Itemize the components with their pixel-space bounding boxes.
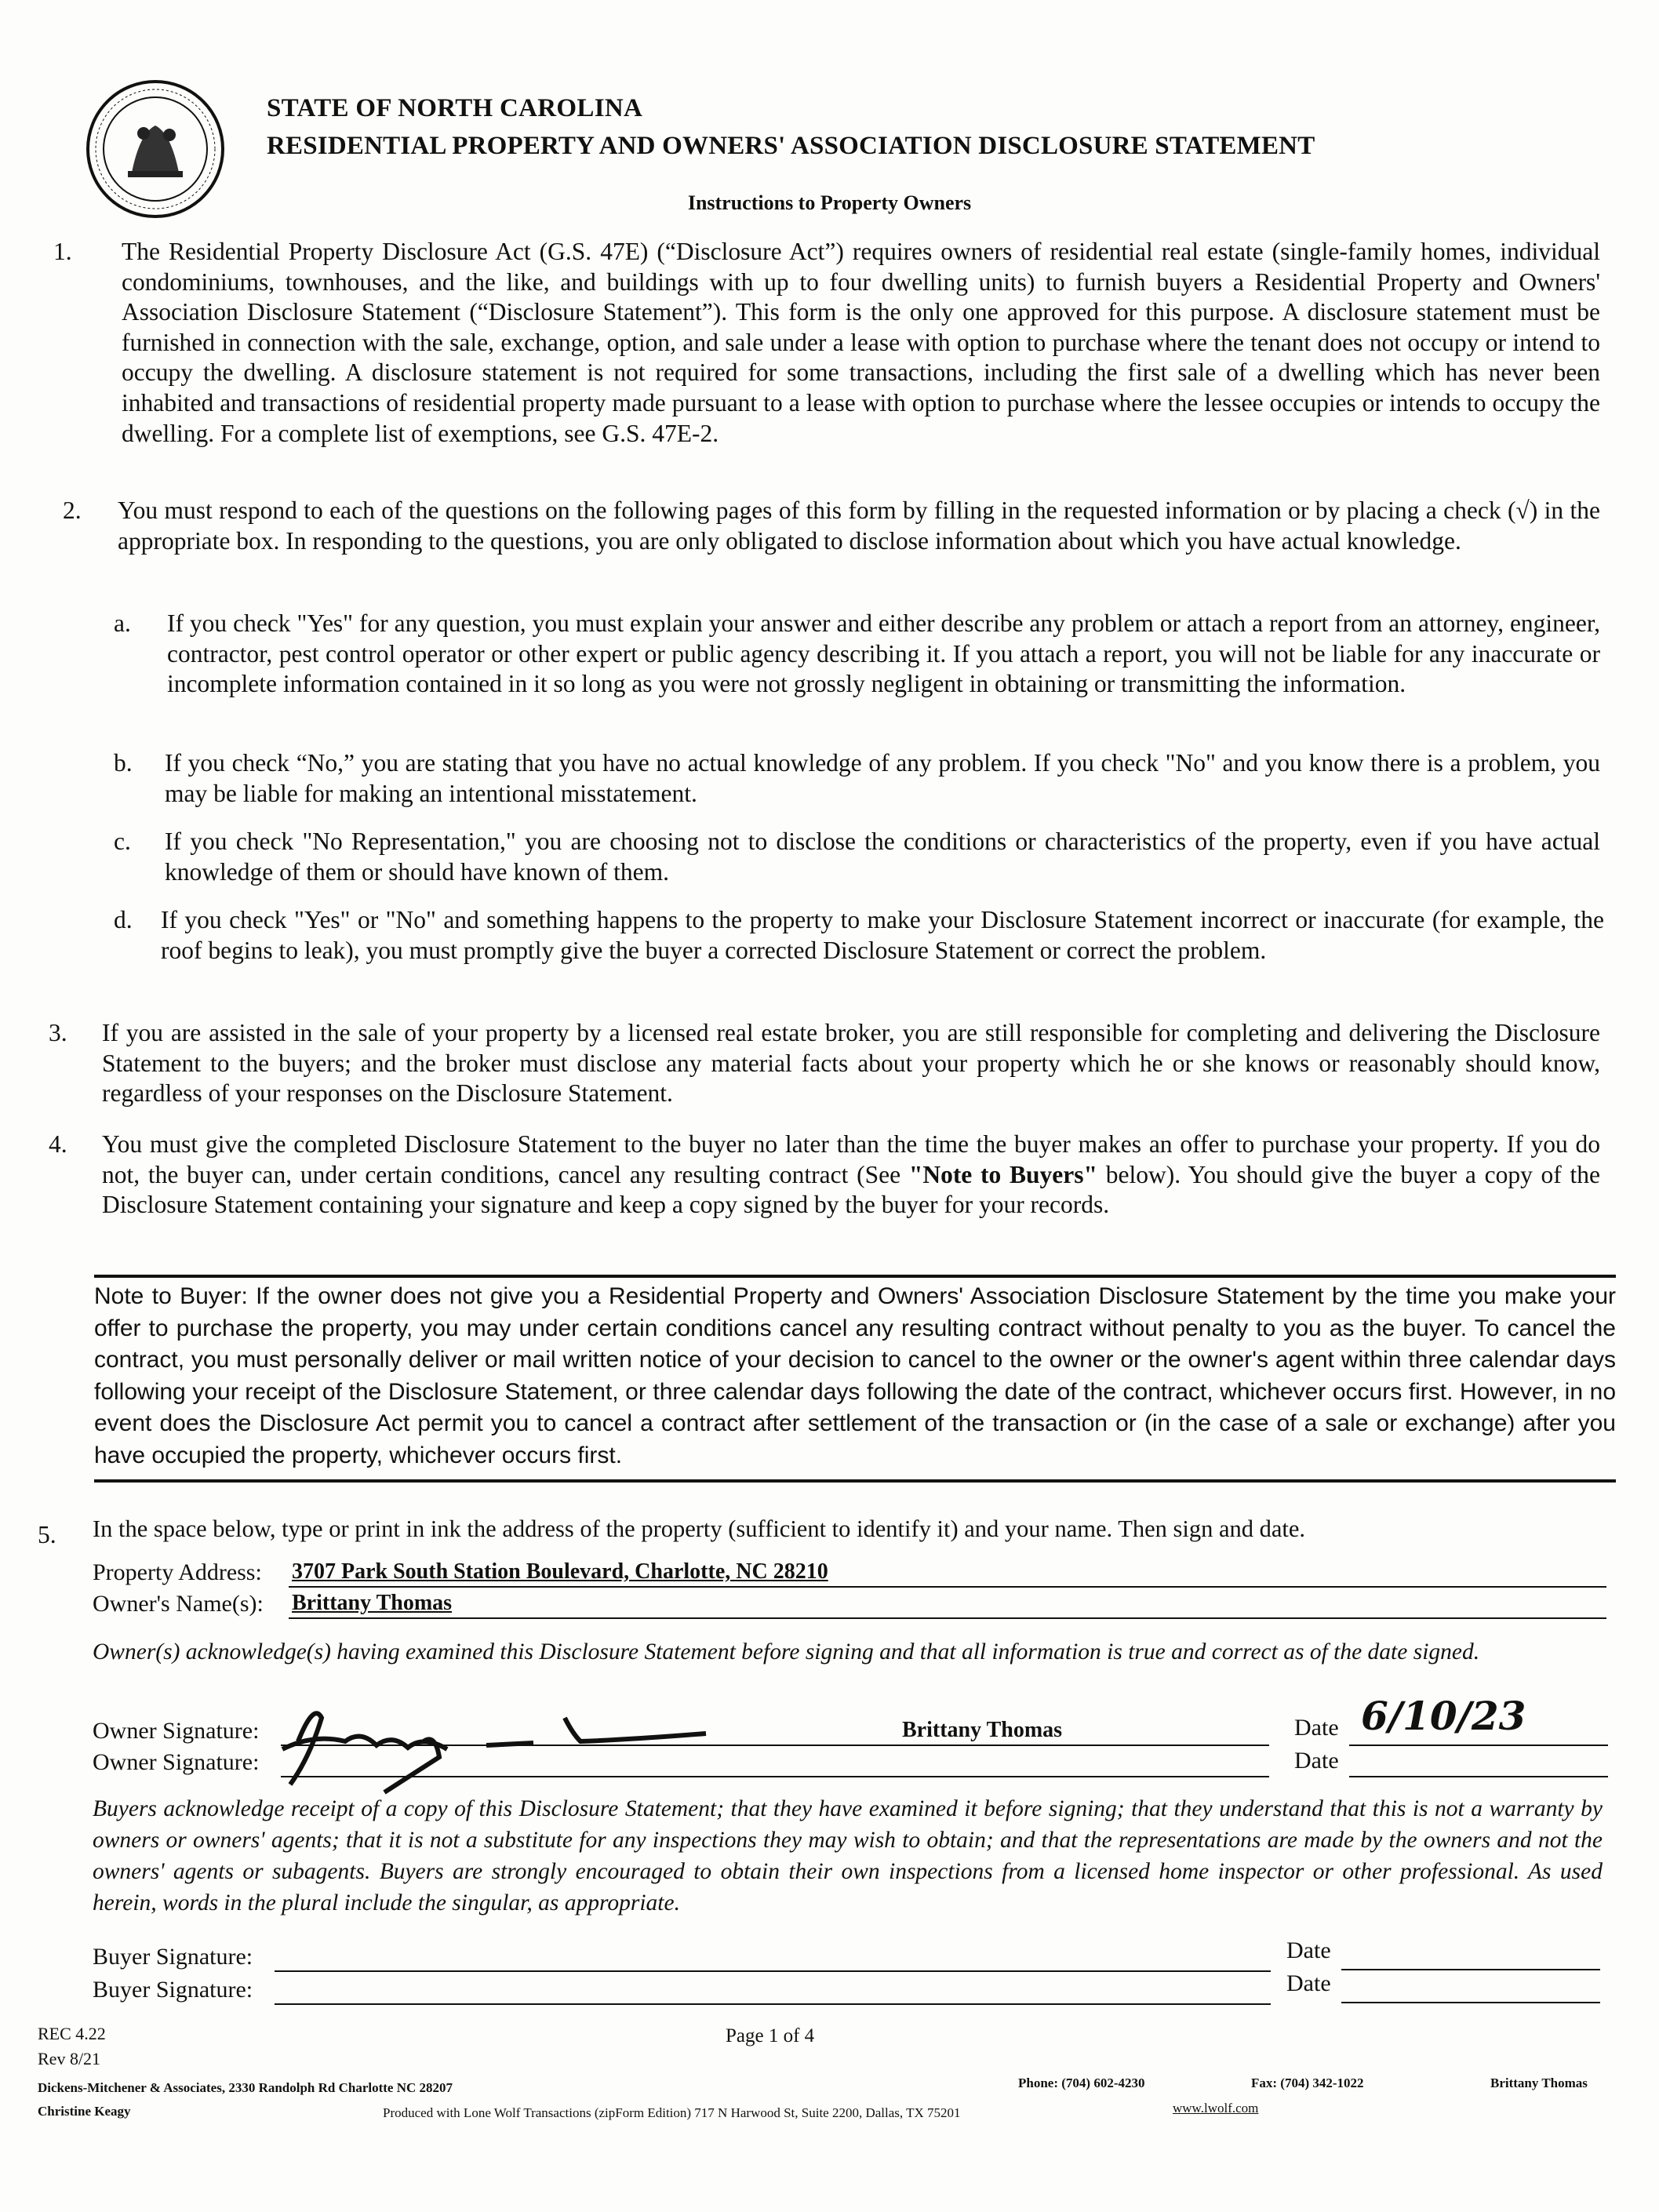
- buyer-acknowledgment: Buyers acknowledge receipt of a copy of this Disclosure Statement; that they have examined it before signing; that they understand that this is not a warranty by owners or owners' agents; that it is not a substitute for any inspections they may wish to obtain; and that the representations are made by the owners and not the owners' agents or subagents. Buyers are strongly encouraged to obtain their own inspections from a licensed home inspector or other professional. As used herein, words in the plural include the singular, as appropriate.: [93, 1796, 1603, 1915]
- instruction-number: 4.: [49, 1130, 67, 1158]
- form-title: RESIDENTIAL PROPERTY AND OWNERS' ASSOCIATION DISCLOSURE STATEMENT: [267, 132, 1315, 160]
- sub-instruction-c-text: If you check "No Representation," you are choosing not to disclose the conditions or characteristics of the property, even if you have actual knowledge of them or should have known of them.: [165, 828, 1600, 886]
- buyer-date-label-2: Date: [1286, 1970, 1331, 1996]
- buyer-signature-line[interactable]: [275, 1970, 1271, 1972]
- instruction-4-text: You must give the completed Disclosure Statement to the buyer no later than the time the buyer makes an offer to purchase your property. If you do not, the buyer can, under certain conditions, cancel any resulting contract (See "Note to Buyers" below). You should give the buyer a copy of the Disclosure Statement containing your signature and keep a copy signed by the buyer for your records.: [102, 1130, 1601, 1219]
- buyer-signature-label: Buyer Signature:: [93, 1944, 253, 1970]
- form-revision: Rev 8/21: [38, 2049, 101, 2068]
- agent-name: Christine Keagy: [38, 2104, 131, 2119]
- buyer-date-line-2[interactable]: [1341, 2002, 1600, 2003]
- instruction-number: 3.: [49, 1019, 67, 1046]
- owner-printed-name: Brittany Thomas: [902, 1718, 1063, 1742]
- note-to-buyer-text: Note to Buyer: If the owner does not give you a Residential Property and Owners' Association Disclosure Statement by the time you make your offer to purchase the property, you may under certain conditions cancel any resulting contract without penalty to you as the buyer. To cancel the contract, you must personally deliver or mail written notice of your decision to cancel to the owner or the owner's agent within three calendar days following your receipt of the Disclosure Statement, or three calendar days following the date of the contract, whichever occurs first. However, in no event does the Disclosure Act permit you to cancel a contract after settlement of the transaction or (in the case of a sale or exchange) after you have occupied the property, whichever occurs first.: [94, 1283, 1616, 1468]
- owner-names-value[interactable]: Brittany Thomas: [292, 1591, 453, 1615]
- section-5-number: 5.: [38, 1521, 56, 1548]
- instruction-number: 1.: [53, 238, 72, 265]
- instruction-1-text: The Residential Property Disclosure Act (G.S. 47E) (“Disclosure Act”) requires owners of residential real estate (single-family homes, individual condominiums, townhouses, and the like, and buildings with up to four dwelling units) to furnish buyers a Residential Property and Owners' Association Disclosure Statement (“Disclosure Statement”). This form is the only one approved for this purpose. A disclosure statement must be furnished in connection with the sale, exchange, option, and sale under a lease with option to purchase where the tenant does not occupy or intend to occupy the dwelling. A disclosure statement is not required for some transactions, including the first sale of a dwelling which has never been inhabited and transactions of residential property made pursuant to a lease with option to purchase where the lessee occupies or intends to occupy the dwelling. For a complete list of exemptions, see G.S. 47E-2.: [122, 238, 1600, 447]
- instruction-3-text: If you are assisted in the sale of your property by a licensed real estate broker, you are still responsible for completing and delivering the Disclosure Statement to the buyers; and the broker must disclose any material facts about your property which he or she knows or reasonably should know, regardless of your responses on the Disclosure Statement.: [102, 1019, 1600, 1108]
- buyer-signature-label-2: Buyer Signature:: [93, 1977, 253, 2003]
- owner-date-label-2: Date: [1294, 1748, 1339, 1774]
- note-to-buyer-box: [94, 1275, 1616, 1483]
- property-address-line: [289, 1586, 1606, 1588]
- brokerage-fax: Fax: (704) 342-1022: [1251, 2076, 1364, 2090]
- instruction-number: 2.: [63, 497, 82, 524]
- brokerage-phone: Phone: (704) 602-4230: [1018, 2076, 1145, 2090]
- owner-date-value[interactable]: 6/10/23: [1361, 1693, 1526, 1739]
- sub-instruction-letter: a.: [114, 609, 131, 637]
- sub-instruction-b-text: If you check “No,” you are stating that you have no actual knowledge of any problem. If you check "No" and you know there is a problem, you may be liable for making an intentional misstatement.: [165, 749, 1600, 807]
- instructions-heading: Instructions to Property Owners: [687, 191, 972, 214]
- section-5-text: In the space below, type or print in ink the address of the property (sufficient to identify it) and your name. Then sign and date.: [93, 1515, 1306, 1542]
- owner-date-line-2: [1349, 1776, 1608, 1777]
- owner-handwritten-signature: [267, 1686, 753, 1796]
- sub-instruction-letter: c.: [114, 828, 131, 855]
- sub-instruction-letter: b.: [114, 749, 133, 777]
- sub-instruction-a-text: If you check "Yes" for any question, you must explain your answer and either describe any problem or attach a report from an attorney, engineer, contractor, pest control operator or other expert or public agency describing it. If you attach a report, you will not be liable for any inaccurate or incomplete information contained in it so long as you were not grossly negligent in obtaining or transmitting the information.: [167, 609, 1600, 698]
- sub-instruction-letter: d.: [114, 906, 133, 933]
- owner-date-label: Date: [1294, 1715, 1339, 1741]
- owner-date-line: [1349, 1744, 1608, 1746]
- property-address-label: Property Address:: [93, 1559, 262, 1585]
- buyer-signature-line-2[interactable]: [275, 2003, 1271, 2005]
- page-number: Page 1 of 4: [726, 2025, 815, 2046]
- owner-signature-label: Owner Signature:: [93, 1749, 260, 1775]
- owner-names-line: [289, 1617, 1606, 1619]
- form-code: REC 4.22: [38, 2024, 106, 2043]
- buyer-date-line[interactable]: [1341, 1969, 1600, 1970]
- owner-acknowledgment: Owner(s) acknowledge(s) having examined this Disclosure Statement before signing and that all information is true and correct as of the date signed.: [93, 1639, 1480, 1664]
- brokerage-info: Dickens-Mitchener & Associates, 2330 Randolph Rd Charlotte NC 28207: [38, 2080, 453, 2095]
- buyer-date-label: Date: [1286, 1937, 1331, 1963]
- owner-names-label: Owner's Name(s):: [93, 1591, 264, 1617]
- client-name: Brittany Thomas: [1490, 2076, 1588, 2090]
- owner-signature-label: Owner Signature:: [93, 1718, 260, 1744]
- produced-with: Produced with Lone Wolf Transactions (zipForm Edition) 717 N Harwood St, Suite 2200, Dallas, TX 75201: [383, 2105, 961, 2120]
- website-link[interactable]: www.lwolf.com: [1173, 2101, 1259, 2116]
- sub-instruction-d-text: If you check "Yes" or "No" and something happens to the property to make your Disclosure Statement incorrect or inaccurate (for example, the roof begins to leak), you must promptly give the buyer a corrected Disclosure Statement or correct the problem.: [161, 906, 1604, 964]
- state-title: STATE OF NORTH CAROLINA: [267, 94, 643, 122]
- property-address-value[interactable]: 3707 Park South Station Boulevard, Charlotte, NC 28210: [292, 1559, 828, 1584]
- instruction-2-text: You must respond to each of the questions on the following pages of this form by filling in the requested information or by placing a check (√) in the appropriate box. In responding to the questions, you are only obligated to disclose information about which you have actual knowledge.: [118, 497, 1600, 555]
